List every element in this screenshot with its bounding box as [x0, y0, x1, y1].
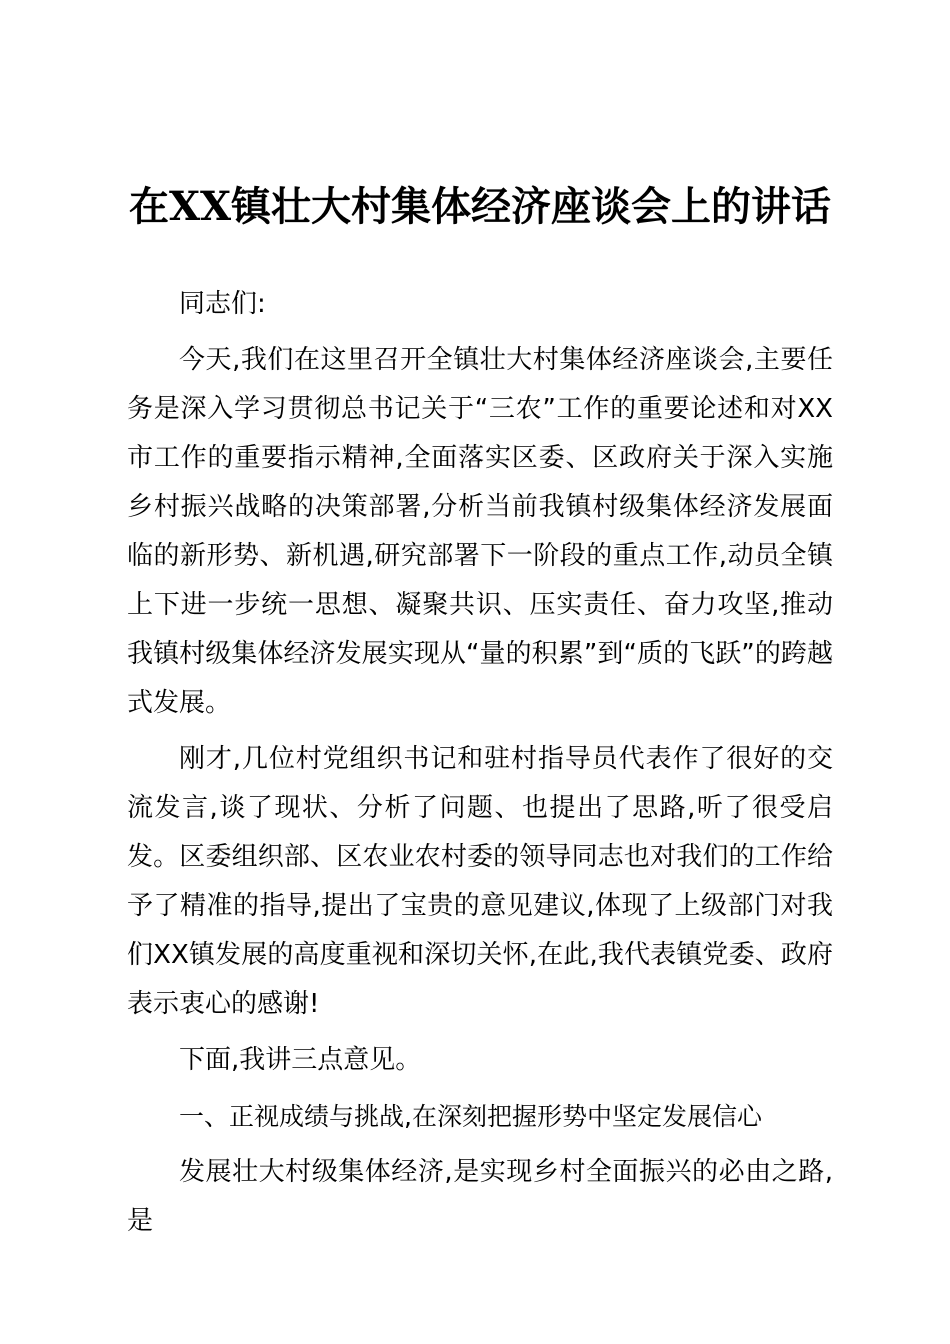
- paragraph-acknowledgement: 刚才,几位村党组织书记和驻村指导员代表作了很好的交流发言,谈了现状、分析了问题、也提出了思路,听了很受启发。区委组织部、区农业农村委的领导同志也对我们的工作给予了精准的指导,提出了宝贵的意见建议,体现了上级部门对我们XX镇发展的高度重视和深切关怀,在此,我代表镇党委、政府表示衷心的感谢!: [127, 744, 833, 1019]
- paragraph-section-1: 发展壮大村级集体经济,是实现乡村全面振兴的必由之路,是: [127, 1157, 833, 1236]
- speech-body: [127, 280, 833, 1253]
- paragraph-transition: 下面,我讲三点意见。: [179, 1045, 422, 1075]
- paragraph-opening: 今天,我们在这里召开全镇壮大村集体经济座谈会,主要任务是深入学习贯彻总书记关于“三农”工作的重要论述和对XX市工作的重要指示精神,全面落实区委、区政府关于深入实施乡村振兴战略的决策部署,分析当前我镇村级集体经济发展面临的新形势、新机遇,研究部署下一阶段的重点工作,动员全镇上下进一步统一思想、凝聚共识、压实责任、奋力攻坚,推动我镇村级集体经济发展实现从“量的积累”到“质的飞跃”的跨越式发展。: [127, 345, 833, 718]
- salutation: 同志们:: [179, 289, 266, 319]
- section-heading-1: 一、正视成绩与挑战,在深刻把握形势中坚定发展信心: [179, 1102, 762, 1131]
- speech-title: 在XX镇壮大村集体经济座谈会上的讲话: [128, 183, 832, 230]
